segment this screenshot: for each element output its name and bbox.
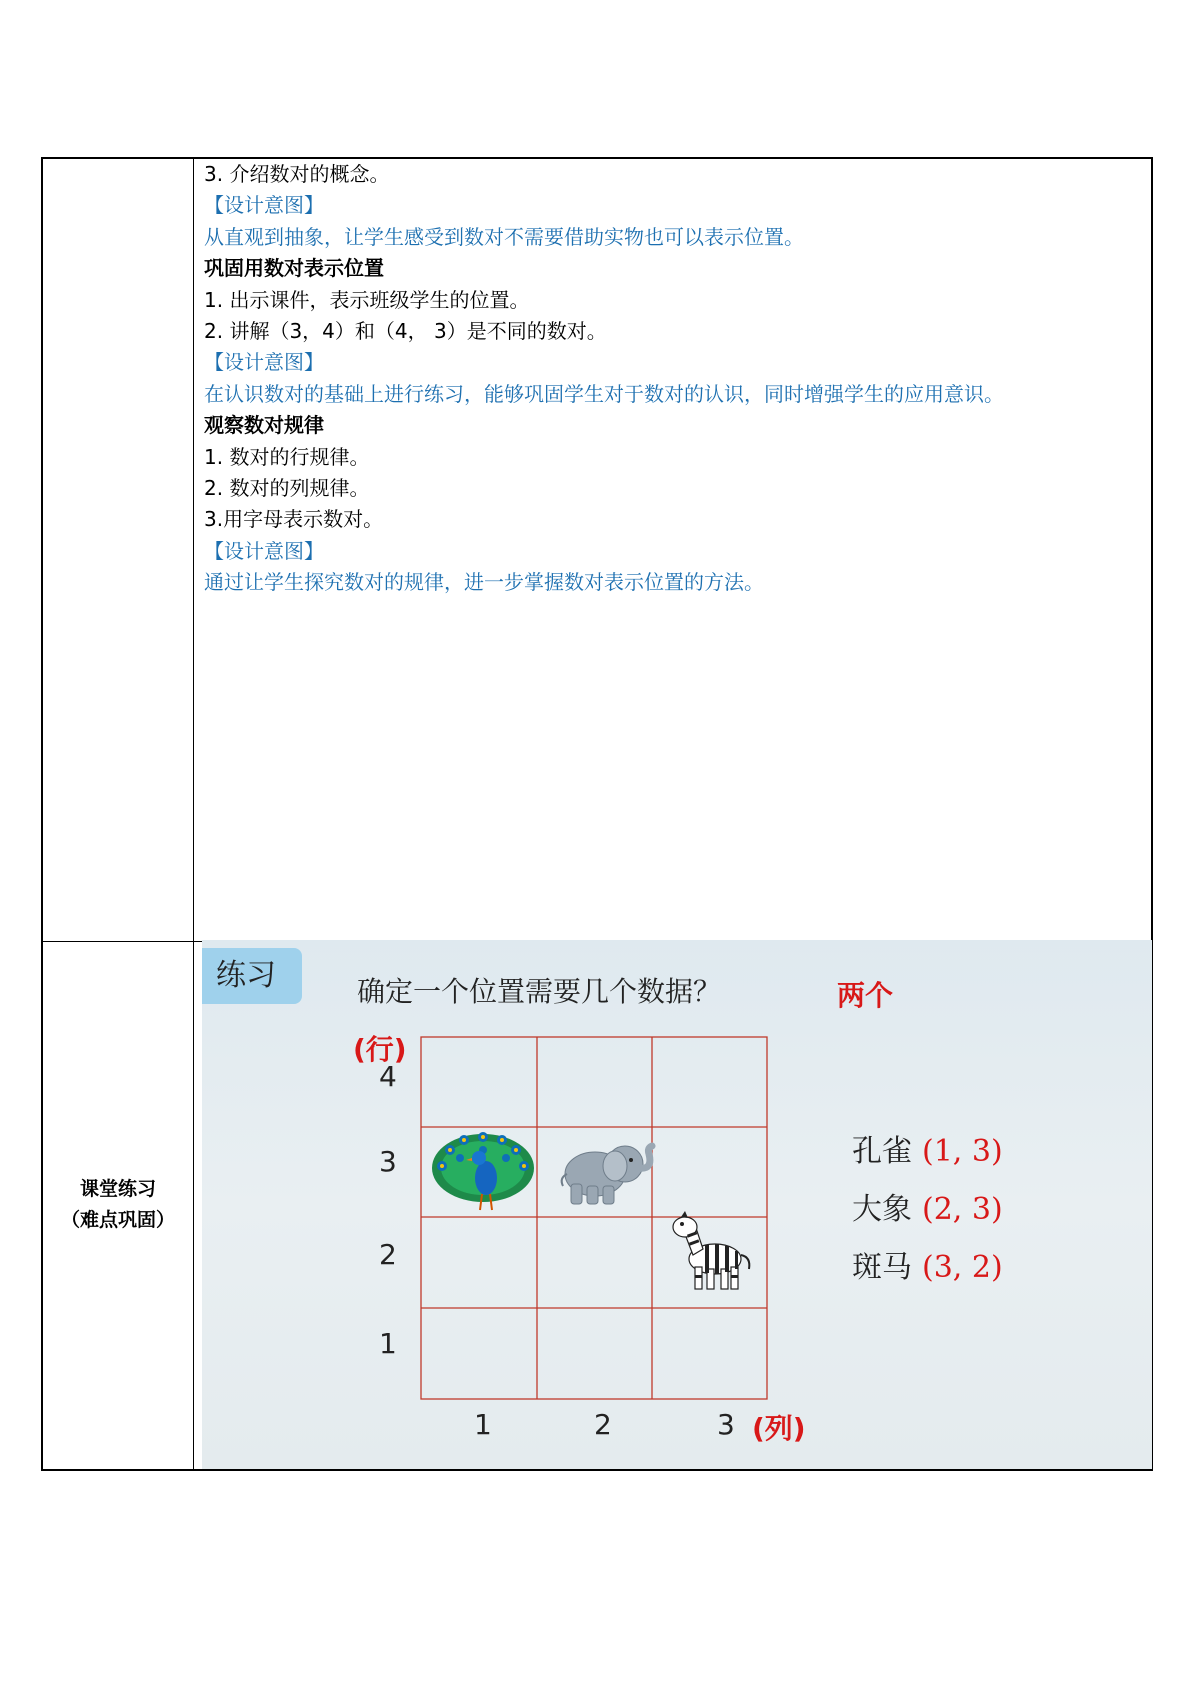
zebra-icon <box>665 1211 755 1293</box>
col-number-2: 2 <box>594 1408 612 1441</box>
row-number-4: 4 <box>379 1060 397 1093</box>
row-label-line1: 课堂练习 <box>79 1178 156 1200</box>
design-intent-heading: 【设计意图】 <box>204 538 324 563</box>
upper-cell-content <box>204 159 1144 598</box>
design-intent-text: 在认识数对的基础上进行练习，能够巩固学生对于数对的认识，同时增强学生的应用意识。 <box>204 381 1004 406</box>
section-heading: 观察数对规律 <box>204 413 324 438</box>
col-number-1: 1 <box>474 1408 492 1441</box>
legend-peacock-coord: (1, 3) <box>922 1134 1003 1169</box>
legend-zebra <box>852 1242 1003 1286</box>
legend-zebra-coord: (3, 2) <box>922 1250 1003 1285</box>
question-text: 确定一个位置需要几个数据？ <box>357 975 722 1008</box>
step-intro-concept: 3. 介绍数对的概念。 <box>204 162 390 186</box>
elephant-icon <box>557 1140 657 1206</box>
step-item: 2. 讲解（3，4）和（4， 3）是不同的数对。 <box>204 318 607 343</box>
row-label-classroom-practice <box>43 1174 193 1236</box>
row-number-1: 1 <box>379 1327 397 1360</box>
practice-tag: 练习 <box>202 948 302 1004</box>
row-label-line2: （难点巩固） <box>60 1209 175 1231</box>
step-item: 3.用字母表示数对。 <box>204 507 384 532</box>
legend-elephant-name: 大象 <box>852 1192 912 1227</box>
col-number-3: 3 <box>717 1408 735 1441</box>
answer-text: 两个 <box>837 979 894 1012</box>
row-number-3: 3 <box>379 1145 397 1178</box>
legend-zebra-name: 斑马 <box>852 1250 912 1285</box>
section-heading: 巩固用数对表示位置 <box>204 256 384 281</box>
design-intent-text: 从直观到抽象，让学生感受到数对不需要借助实物也可以表示位置。 <box>204 224 804 249</box>
step-item: 1. 出示课件，表示班级学生的位置。 <box>204 287 530 312</box>
row-number-2: 2 <box>379 1238 397 1271</box>
column-divider <box>193 159 194 1469</box>
row-axis-unit: (行) <box>353 1033 407 1066</box>
legend-peacock-name: 孔雀 <box>852 1134 912 1169</box>
legend-peacock <box>852 1126 1003 1170</box>
legend-elephant-coord: (2, 3) <box>922 1192 1003 1227</box>
design-intent-text: 通过让学生探究数对的规律，进一步掌握数对表示位置的方法。 <box>204 570 764 595</box>
design-intent-heading: 【设计意图】 <box>204 350 324 375</box>
legend-elephant <box>852 1184 1003 1228</box>
design-intent-heading: 【设计意图】 <box>204 193 324 218</box>
col-axis-unit: (列) <box>752 1412 806 1445</box>
step-item: 2. 数对的列规律。 <box>204 475 370 500</box>
peacock-icon <box>430 1128 536 1212</box>
practice-slide <box>202 940 1152 1469</box>
step-item: 1. 数对的行规律。 <box>204 444 370 469</box>
